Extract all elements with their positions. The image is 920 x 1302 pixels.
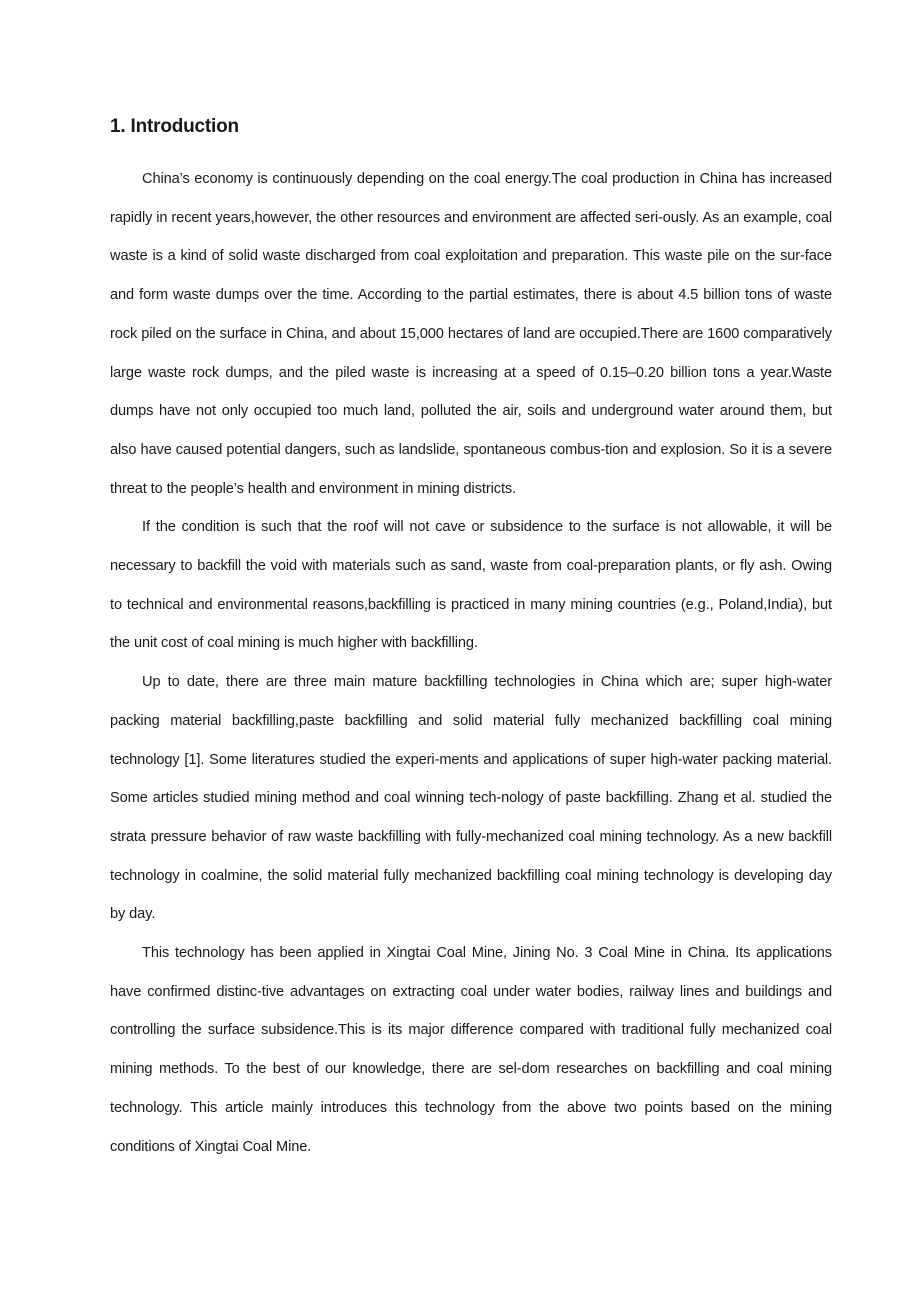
paragraph-2: If the condition is such that the roof will not cave or subsidence to the surface is not allowable, it will be necessary to backfill the void with materials such as sand, waste from coal-preparation plants, or fly ash. Owing to technical and environmental reasons,backfilling is practiced in many mining countries (e.g., Poland,India), but the unit cost of coal mining is much higher with backfilling. [110, 519, 832, 652]
paragraph-4: This technology has been applied in Xingtai Coal Mine, Jining No. 3 Coal Mine in China. Its applications have confirmed distinc-tive advantages on extracting coal under water bodies, railway lines and buildings and controlling the surface subsidence.This is its major difference compared with traditional fully mechanized coal mining methods. To the best of our knowledge, there are sel-dom researches on backfilling and coal mining technology. This article mainly introduces this technology from the above two points based on the mining conditions of Xingtai Coal Mine. [110, 945, 832, 1155]
paragraph-1: China’s economy is continuously depending on the coal energy.The coal production in China has increased rapidly in recent years,however, the other resources and environment are affected seri-ously. As an example, coal waste is a kind of solid waste discharged from coal exploitation and preparation. This waste pile on the sur-face and form waste dumps over the time. According to the partial estimates, there is about 4.5 billion tons of waste rock piled on the surface in China, and about 15,000 hectares of land are occupied.There are 1600 comparatively large waste rock dumps, and the piled waste is increasing at a speed of 0.15–0.20 billion tons a year.Waste dumps have not only occupied too much land, polluted the air, soils and underground water around them, but also have caused potential dangers, such as landslide, spontaneous combus-tion and explosion. So it is a severe threat to the people’s health and environment in mining districts. [110, 171, 832, 497]
paragraph-3: Up to date, there are three main mature backfilling technologies in China which are; super high-water packing material backfilling,paste backfilling and solid material fully mechanized backfilling coal mining technology [1]. Some literatures studied the experi-ments and applications of super high-water packing material. Some articles studied mining method and coal winning tech-nology of paste backfilling. Zhang et al. studied the strata pressure behavior of raw waste backfilling with fully-mechanized coal mining technology. As a new backfill technology in coalmine, the solid material fully mechanized backfilling coal mining technology is developing day by day. [110, 674, 832, 923]
document-page [110, 113, 832, 1166]
section-heading: 1. Introduction [110, 116, 239, 137]
